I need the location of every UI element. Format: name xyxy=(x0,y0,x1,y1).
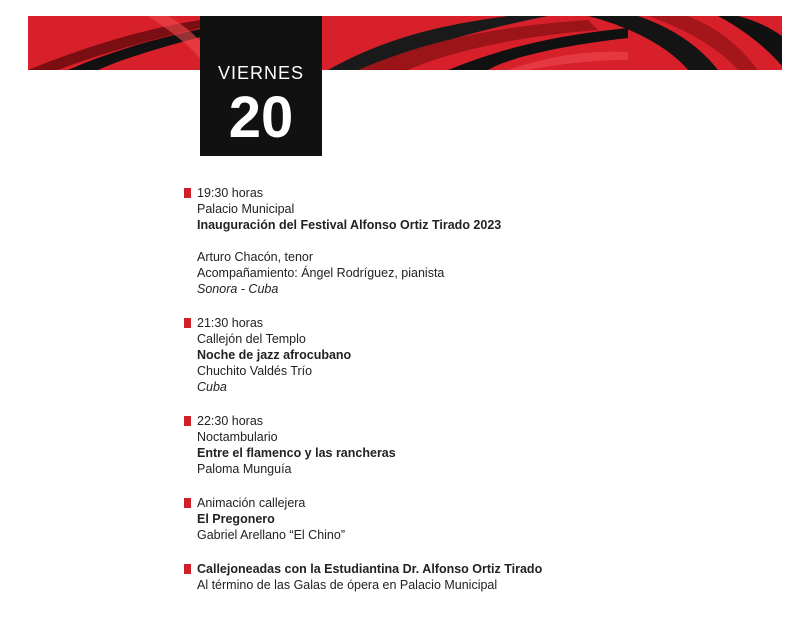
bullet-marker xyxy=(184,564,191,574)
event-performer: Gabriel Arellano “El Chino” xyxy=(197,528,345,542)
bullet-marker xyxy=(184,318,191,328)
bullet-marker xyxy=(184,416,191,426)
event-time: 19:30 horas xyxy=(184,185,744,201)
event-accompaniment: Acompañamiento: Ángel Rodríguez, pianista xyxy=(197,266,445,280)
event-time: 22:30 horas xyxy=(184,413,744,429)
event-item xyxy=(184,185,744,297)
event-item xyxy=(184,315,744,395)
event-time: 21:30 horas xyxy=(184,315,744,331)
event-venue: Palacio Municipal xyxy=(197,202,295,216)
event-title: Noche de jazz afrocubano xyxy=(197,348,352,362)
bullet-marker xyxy=(184,188,191,198)
event-item xyxy=(184,413,744,477)
event-item xyxy=(184,495,744,543)
event-title: Inauguración del Festival Alfonso Ortiz Tirado 2023 xyxy=(197,218,502,232)
banner-artwork xyxy=(28,16,782,70)
day-number: 20 xyxy=(228,85,294,150)
event-origin: Sonora - Cuba xyxy=(197,282,279,296)
event-venue: Callejón del Templo xyxy=(197,332,306,346)
event-label: Animación callejera xyxy=(184,495,744,511)
event-note: Al término de las Galas de ópera en Palacio Municipal xyxy=(197,578,498,592)
event-venue: Noctambulario xyxy=(197,430,278,444)
date-block xyxy=(200,16,322,156)
event-performer: Paloma Munguía xyxy=(197,462,292,476)
event-schedule xyxy=(184,185,744,611)
event-origin: Cuba xyxy=(197,380,227,394)
header-banner xyxy=(28,16,782,70)
event-item xyxy=(184,561,744,593)
weekday-label: VIERNES xyxy=(217,63,305,83)
event-title: Entre el flamenco y las rancheras xyxy=(197,446,396,460)
bullet-marker xyxy=(184,498,191,508)
event-title: Callejoneadas con la Estudiantina Dr. Alfonso Ortiz Tirado xyxy=(184,561,744,577)
event-performer: Chuchito Valdés Trío xyxy=(197,364,313,378)
event-performer: Arturo Chacón, tenor xyxy=(197,250,314,264)
event-title: El Pregonero xyxy=(197,512,275,526)
